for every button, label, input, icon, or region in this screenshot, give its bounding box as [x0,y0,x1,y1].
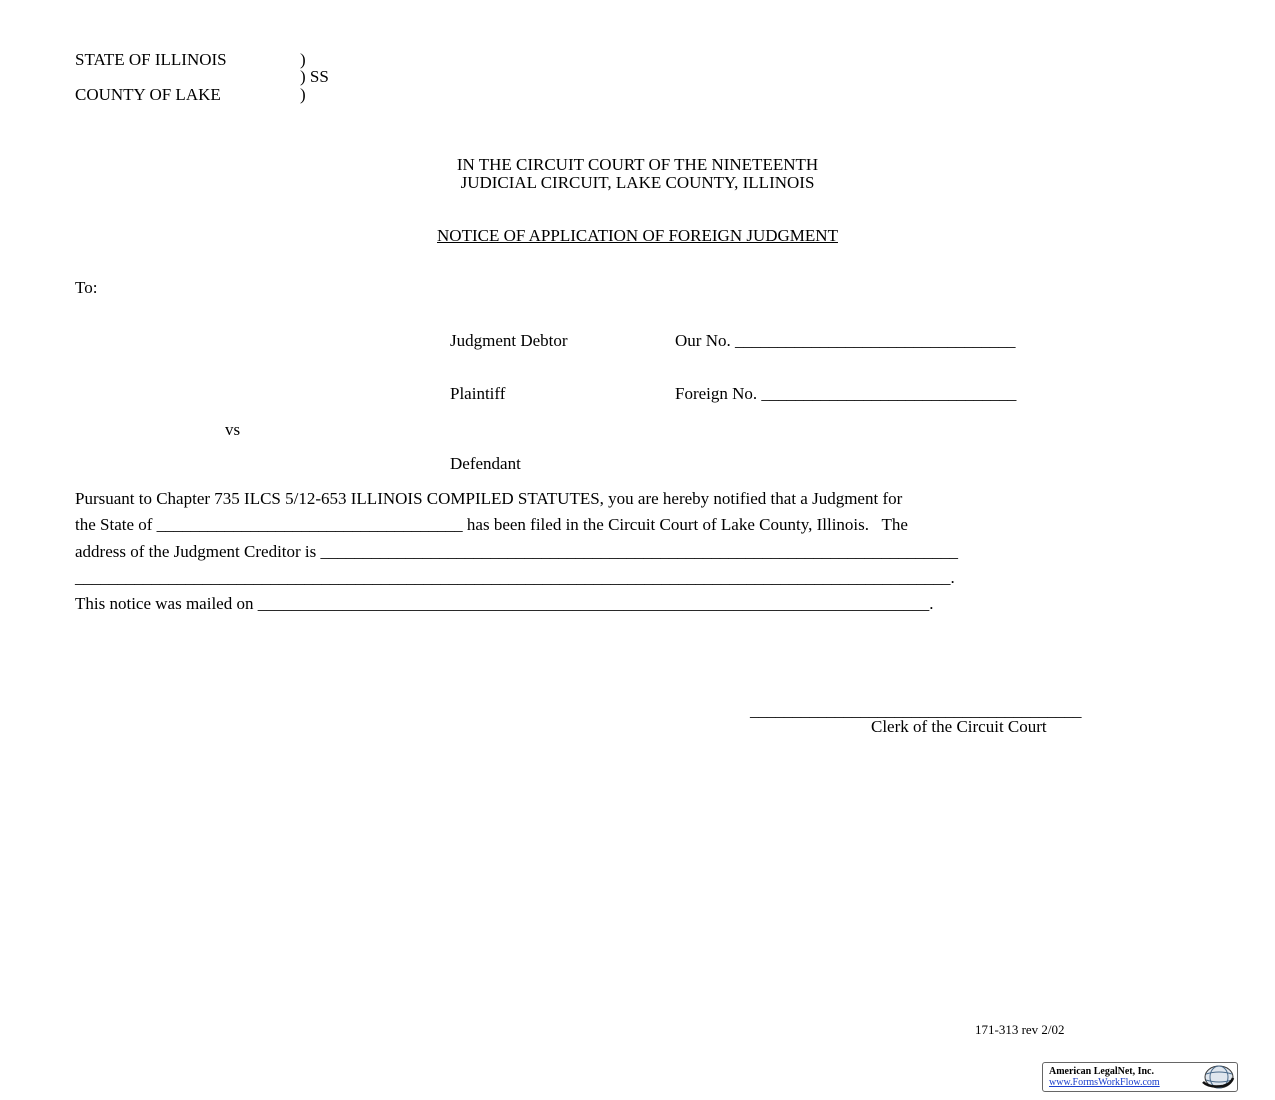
vs-label: vs [225,420,241,439]
body-line-5-mailed-date-field[interactable]: This notice was mailed on _______________________________________________________________________________. [75,594,934,613]
form-number: 171-313 rev 2/02 [975,1022,1065,1037]
venue-ss: ) SS [300,67,329,86]
venue-paren-1: ) [300,50,306,69]
venue-county: COUNTY OF LAKE [75,85,221,104]
defendant-label: Defendant [450,454,521,473]
foreign-no-field[interactable]: Foreign No. ______________________________ [675,384,1017,403]
logo-company-name: American LegalNet, Inc. [1049,1066,1154,1077]
logo-url-link[interactable]: www.FormsWorkFlow.com [1049,1077,1160,1088]
venue-state: STATE OF ILLINOIS [75,50,227,69]
to-label: To: [75,278,98,297]
body-line-2-state-field[interactable]: the State of ____________________________________ has been filed in the Circuit Court of Lake County, Illinois. The [75,515,908,534]
court-caption-line-2: JUDICIAL CIRCUIT, LAKE COUNTY, ILLINOIS [460,173,815,192]
venue-paren-2: ) [300,85,306,104]
signature-line[interactable]: _______________________________________ [750,701,1082,720]
signature-label: Clerk of the Circuit Court [871,717,1047,736]
globe-icon [1199,1064,1235,1090]
judgment-debtor-label: Judgment Debtor [450,331,568,350]
footer-logo[interactable] [1042,1062,1238,1092]
court-caption-line-1: IN THE CIRCUIT COURT OF THE NINETEENTH [456,155,819,174]
document-title: NOTICE OF APPLICATION OF FOREIGN JUDGMENT [437,226,838,245]
plaintiff-label: Plaintiff [450,384,506,403]
body-line-4-address-field[interactable]: _______________________________________________________________________________________________________. [75,568,955,587]
our-no-field[interactable]: Our No. _________________________________ [675,331,1016,350]
body-line-3-address-field[interactable]: address of the Judgment Creditor is ___________________________________________________________________________ [75,542,959,561]
body-line-1: Pursuant to Chapter 735 ILCS 5/12-653 ILLINOIS COMPILED STATUTES, you are hereby notified that a Judgment for [75,489,903,508]
